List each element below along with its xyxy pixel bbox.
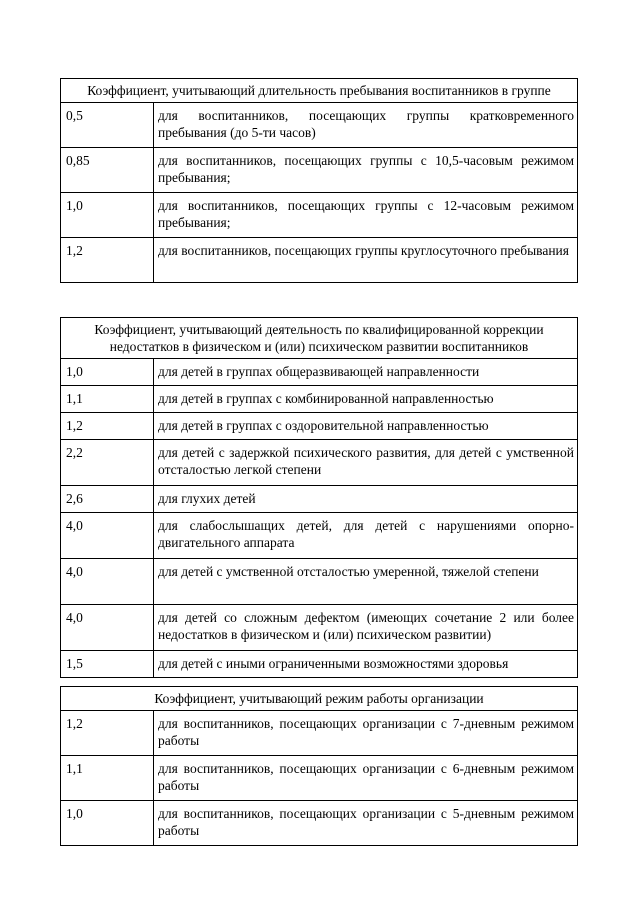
coefficient-value: 1,2 xyxy=(61,413,154,440)
table-header: Коэффициент, учитывающий режим работы организации xyxy=(61,687,578,711)
coefficient-description: для детей в группах общеразвивающей направленности xyxy=(154,359,578,386)
table-row xyxy=(61,148,578,193)
table-row xyxy=(61,756,578,801)
coefficient-description: для детей с иными ограниченными возможностями здоровья xyxy=(154,651,578,678)
coefficient-value: 1,5 xyxy=(61,651,154,678)
coefficient-description: для воспитанников, посещающих группы кратковременного пребывания (до 5-ти часов) xyxy=(154,103,578,148)
coefficient-value: 1,2 xyxy=(61,238,154,283)
coefficient-value: 0,5 xyxy=(61,103,154,148)
coefficient-table-duration xyxy=(60,78,578,283)
coefficient-description: для воспитанников, посещающих организации с 6-дневным режимом работы xyxy=(154,756,578,801)
coefficient-value: 0,85 xyxy=(61,148,154,193)
table-row xyxy=(61,386,578,413)
coefficient-description: для слабослышащих детей, для детей с нарушениями опорно-двигательного аппарата xyxy=(154,513,578,559)
coefficient-description: для воспитанников, посещающих группы с 12-часовым режимом пребывания; xyxy=(154,193,578,238)
table-header: Коэффициент, учитывающий длительность пребывания воспитанников в группе xyxy=(61,79,578,103)
table-row xyxy=(61,486,578,513)
table-row xyxy=(61,513,578,559)
table-row xyxy=(61,359,578,386)
coefficient-value: 1,1 xyxy=(61,386,154,413)
table-row xyxy=(61,103,578,148)
table-header: Коэффициент, учитывающий деятельность по квалифицированной коррекции недостатков в физическом и (или) психическом развитии воспитанников xyxy=(61,318,578,359)
table-row xyxy=(61,413,578,440)
coefficient-value: 2,6 xyxy=(61,486,154,513)
table-row xyxy=(61,801,578,846)
table-header-row xyxy=(61,79,578,103)
table-row xyxy=(61,193,578,238)
coefficient-value: 1,1 xyxy=(61,756,154,801)
coefficient-description: для воспитанников, посещающих организации с 7-дневным режимом работы xyxy=(154,711,578,756)
coefficient-value: 1,0 xyxy=(61,359,154,386)
table-row xyxy=(61,651,578,678)
coefficient-description: для детей в группах с оздоровительной направленностью xyxy=(154,413,578,440)
coefficient-description: для глухих детей xyxy=(154,486,578,513)
coefficient-value: 1,0 xyxy=(61,801,154,846)
coefficient-value: 1,0 xyxy=(61,193,154,238)
coefficient-description: для детей в группах с комбинированной направленностью xyxy=(154,386,578,413)
coefficient-description: для детей со сложным дефектом (имеющих сочетание 2 или более недостатков в физическом и (или) психическом развитии) xyxy=(154,605,578,651)
table-row xyxy=(61,559,578,605)
coefficient-value: 4,0 xyxy=(61,559,154,605)
table-row xyxy=(61,440,578,486)
table-header-row xyxy=(61,318,578,359)
coefficient-description: для детей с задержкой психического развития, для детей с умственной отсталостью легкой степени xyxy=(154,440,578,486)
coefficient-value: 4,0 xyxy=(61,605,154,651)
coefficient-table-work-mode xyxy=(60,686,578,846)
coefficient-description: для воспитанников, посещающих группы с 10,5-часовым режимом пребывания; xyxy=(154,148,578,193)
coefficient-value: 1,2 xyxy=(61,711,154,756)
table-header-row xyxy=(61,687,578,711)
coefficient-value: 2,2 xyxy=(61,440,154,486)
table-row xyxy=(61,238,578,283)
coefficient-description: для воспитанников, посещающих группы круглосуточного пребывания xyxy=(154,238,578,283)
coefficient-value: 4,0 xyxy=(61,513,154,559)
table-row xyxy=(61,711,578,756)
coefficient-description: для воспитанников, посещающих организации с 5-дневным режимом работы xyxy=(154,801,578,846)
coefficient-table-correction xyxy=(60,317,578,678)
table-row xyxy=(61,605,578,651)
coefficient-description: для детей с умственной отсталостью умеренной, тяжелой степени xyxy=(154,559,578,605)
